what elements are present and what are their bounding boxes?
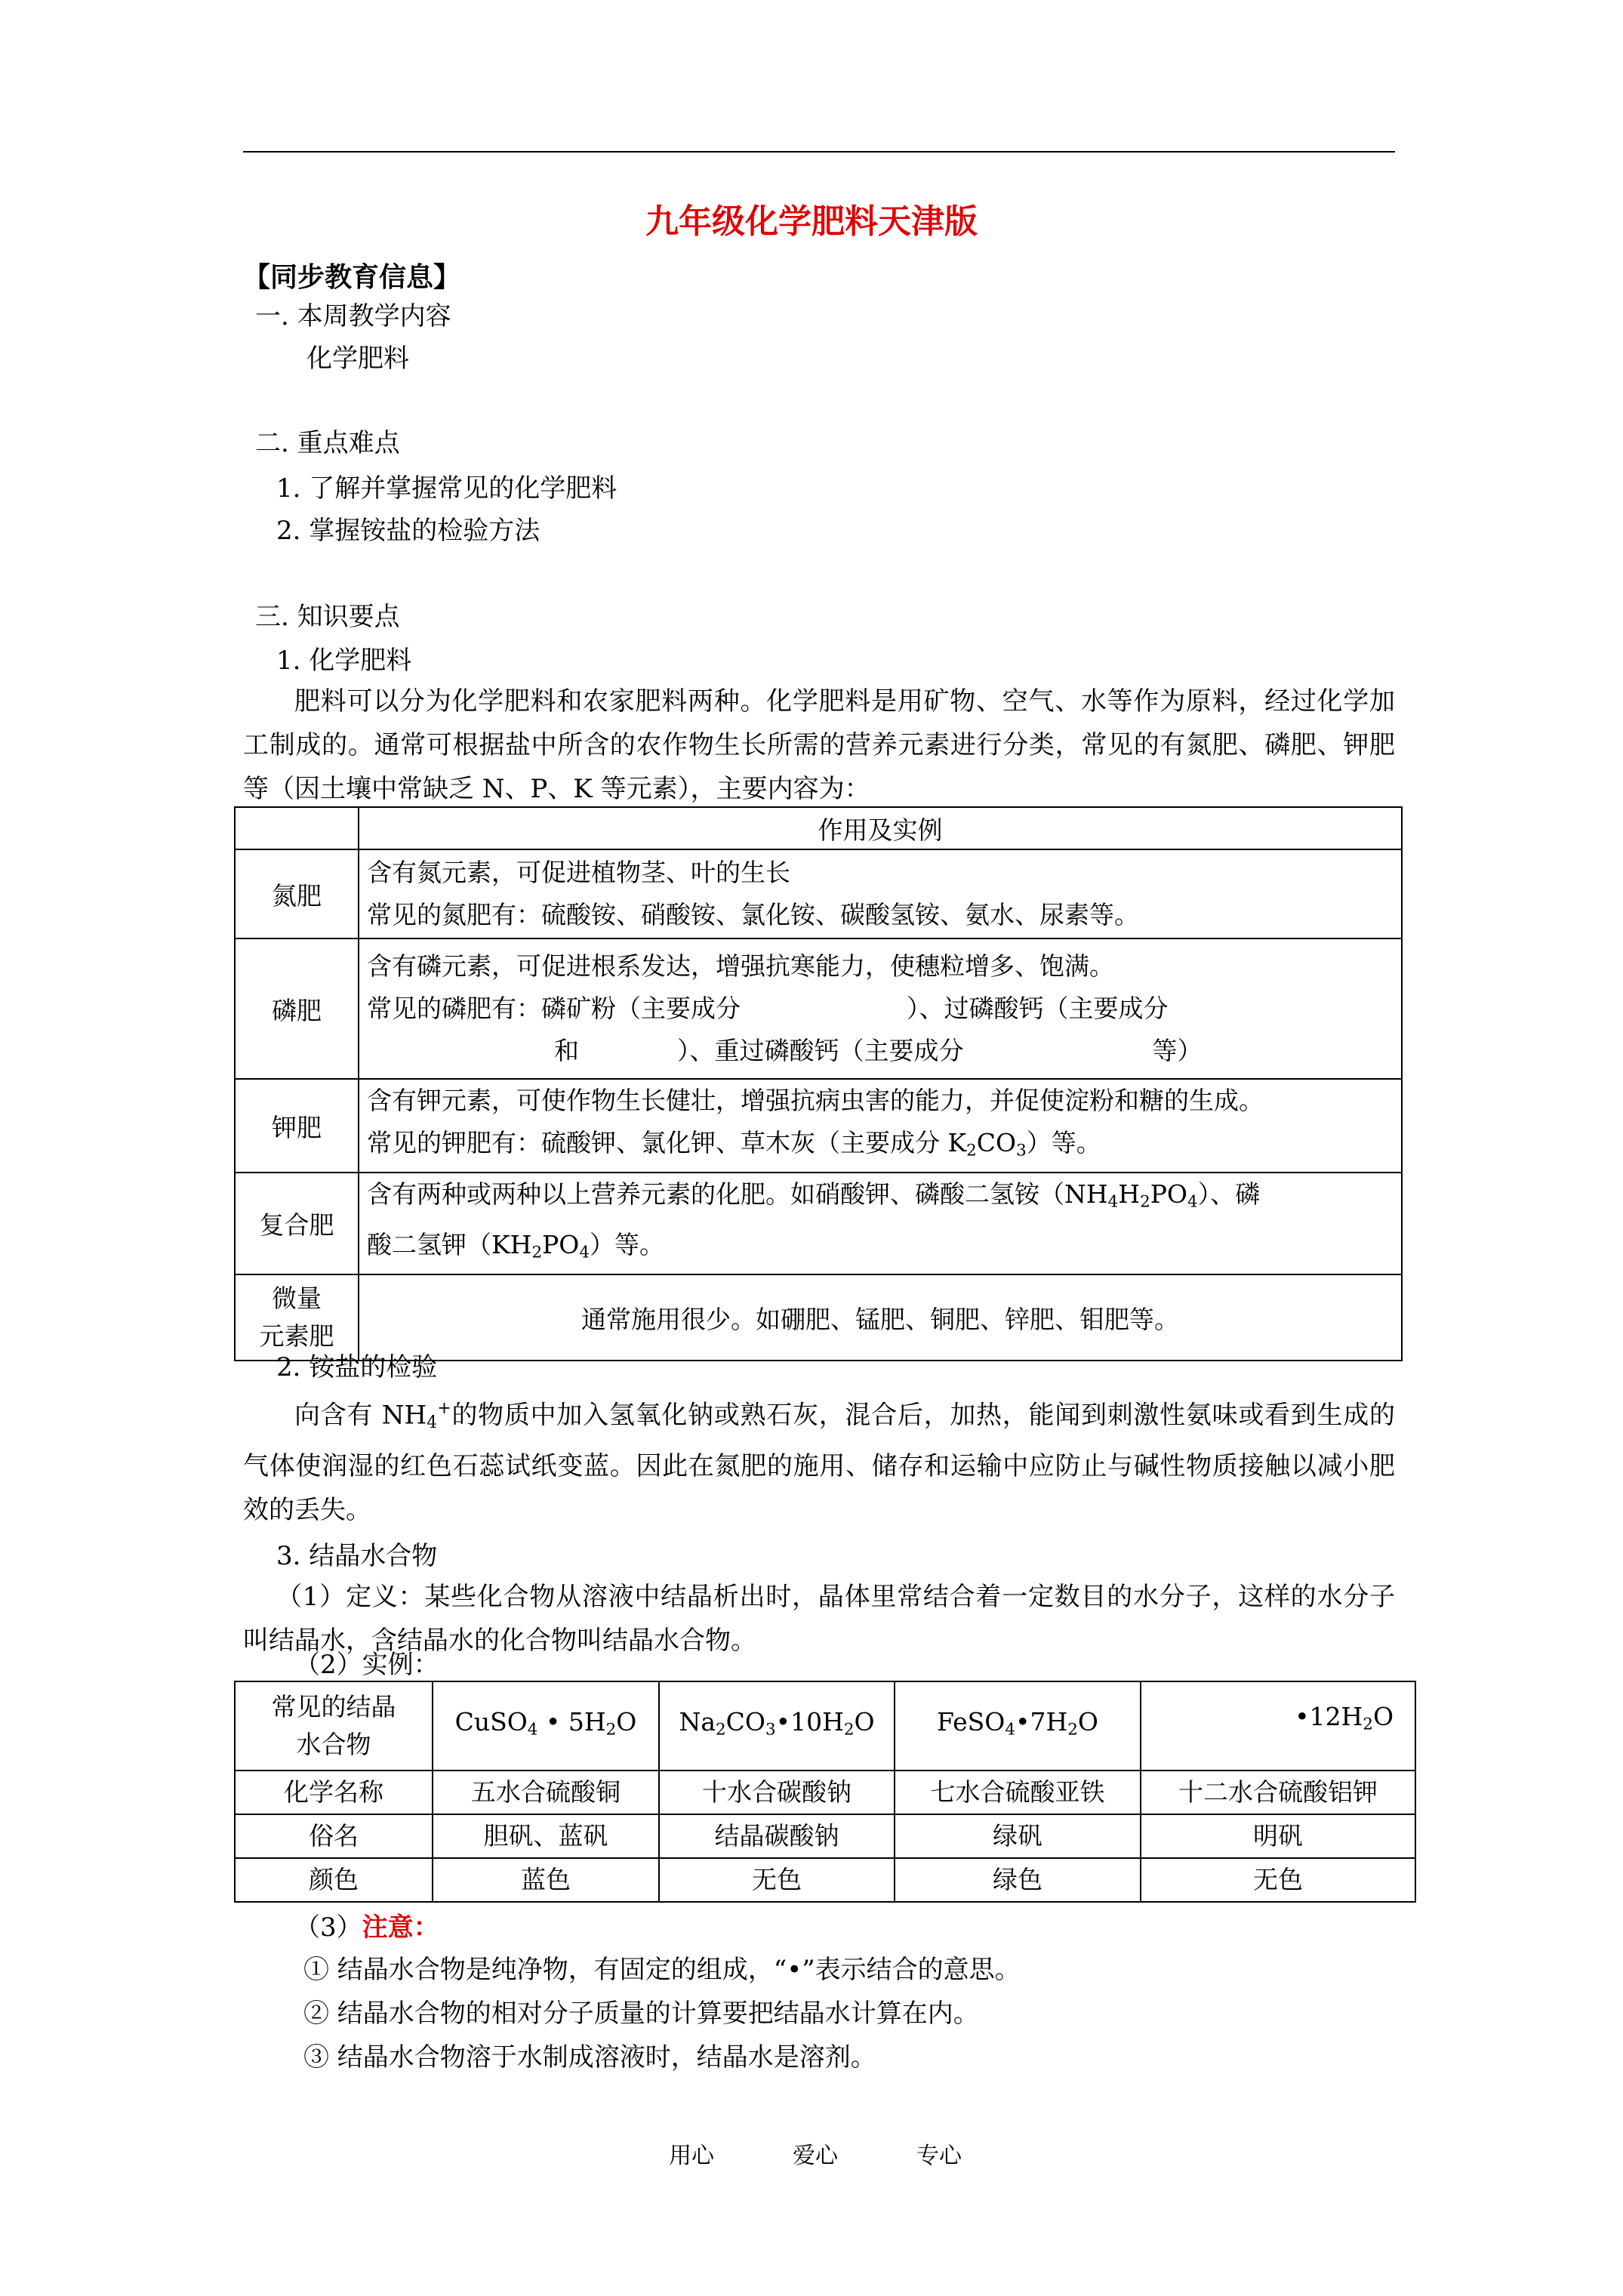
sec2-item2: 2. 掌握铵盐的检验方法 <box>276 516 540 546</box>
row-label: 元素肥 <box>259 1321 334 1351</box>
cell-text: 含有钾元素，可使作物生长健壮，增强抗病虫害的能力，并促使淀粉和糖的生成。 <box>367 1086 1264 1115</box>
sub1-heading: 1. 化学肥料 <box>276 646 412 676</box>
row-label: 氮肥 <box>235 849 359 938</box>
footer-text: 爱心 <box>793 2143 838 2169</box>
cell-text: 含有磷元素，可促进根系发达，增强抗寒能力，使穗粒增多、饱满。 <box>367 951 1114 981</box>
fertilizer-table <box>234 806 1403 1361</box>
table-row <box>235 807 1402 849</box>
hydrate-table <box>234 1681 1416 1903</box>
table-row: 钾肥 含有钾元素，可使作物生长健壮，增强抗病虫害的能力，并促使淀粉和糖的生成。 常见的钾肥有：硫酸钾、氯化钾、草木灰（主要成分 $K_2CO_3$）等。 <box>235 1079 1402 1173</box>
table-row <box>235 1274 1402 1361</box>
para-definition: （1）定义：某些化合物从溶液中结晶析出时，晶体里常结合着一定数目的水分子，这样的水分子叫结晶水，含结晶水的化合物叫结晶水合物。 <box>243 1582 1395 1656</box>
sec2-heading: 二. 重点难点 <box>255 428 400 458</box>
table-row: 俗名 胆矾、蓝矾 结晶碳酸钠 绿矾 明矾 <box>235 1814 1415 1858</box>
cell-text: 和 <box>554 1036 579 1065</box>
para-ammonium: 向含有 $NH_4^+$的物质中加入氢氧化钠或熟石灰，混合后，加热，能闻到刺激性氨味或看到生成的气体使润湿的红色石蕊试纸变蓝。因此在氮肥的施用、储存和运输中应防止与碱性物质接触以减小肥效的丢失。 <box>243 1398 1395 1525</box>
cell-text: 常见的磷肥有：磷矿粉（主要成分 <box>367 994 741 1023</box>
formula-feso4: $FeSO_4•7H_2O$ <box>895 1681 1141 1771</box>
page-title: 九年级化学肥料天津版 <box>645 202 978 241</box>
row-label: 磷肥 <box>235 938 359 1079</box>
example-label: （2）实例： <box>294 1650 439 1680</box>
header-rule <box>243 151 1395 153</box>
table-row: 常见的结晶 水合物 CuSO$_4$ • $5H_2O$ $Na_2CO_3•10H_2O$ $FeSO_4•7H_2O$ $•12H_2O$ <box>235 1681 1415 1771</box>
sec2-item1: 1. 了解并掌握常见的化学肥料 <box>276 473 617 504</box>
cell-text: ）、重过磷酸钙（主要成分 <box>677 1036 964 1065</box>
cell-text: 通常施用很少。如硼肥、锰肥、铜肥、锌肥、钼肥等。 <box>359 1274 1402 1361</box>
note-heading: （3）注意： <box>294 1912 439 1943</box>
note-item: ① 结晶水合物是纯净物，有固定的组成，“•”表示结合的意思。 <box>303 1955 1021 1985</box>
formula-alum: $•12H_2O$ <box>1141 1681 1415 1771</box>
sec1-content: 化学肥料 <box>306 344 409 374</box>
row-label: 钾肥 <box>235 1079 359 1173</box>
row-label: 微量 <box>272 1284 322 1314</box>
cell-text: 含有氮元素，可促进植物茎、叶的生长 <box>367 858 790 887</box>
sec3-heading: 三. 知识要点 <box>255 602 400 632</box>
footer-text: 用心 <box>669 2143 714 2169</box>
section-header: 【同步教育信息】 <box>243 261 461 293</box>
sec1-heading: 一. 本周教学内容 <box>255 301 451 331</box>
table-row: 复合肥 含有两种或两种以上营养元素的化肥。如硝酸钾、磷酸二氢铵$(NH_4H_2PO_4)$、磷 酸二氢钾$(KH_2PO_4)$等。 <box>235 1173 1402 1274</box>
table-row: 化学名称 五水合硫酸铜 十水合碳酸钠 七水合硫酸亚铁 十二水合硫酸铝钾 <box>235 1771 1415 1814</box>
sub2-heading: 2. 铵盐的检验 <box>276 1352 438 1382</box>
formula-na2co3: $Na_2CO_3•10H_2O$ <box>659 1681 895 1771</box>
footer-text: 专心 <box>916 2143 962 2169</box>
sub3-heading: 3. 结晶水合物 <box>276 1541 438 1571</box>
para-fertilizer: 肥料可以分为化学肥料和农家肥料两种。化学肥料是用矿物、空气、水等作为原料，经过化学加工制成的。通常可根据盐中所含的农作物生长所需的营养元素进行分类，常见的有氮肥、磷肥、钾肥等（因土壤中常缺乏 N、P、K 等元素），主要内容为： <box>243 686 1395 804</box>
note-item: ② 结晶水合物的相对分子质量的计算要把结晶水计算在内。 <box>303 1999 979 2029</box>
table-row <box>235 849 1402 938</box>
table-header: 作用及实例 <box>359 807 1402 849</box>
cell-text: 等） <box>1152 1036 1203 1065</box>
note-item: ③ 结晶水合物溶于水制成溶液时，结晶水是溶剂。 <box>303 2042 876 2073</box>
row-label: 复合肥 <box>235 1173 359 1274</box>
table-row: 颜色 蓝色 无色 绿色 无色 <box>235 1858 1415 1902</box>
table-row <box>235 938 1402 1079</box>
formula-cuso4: CuSO$_4$ • $5H_2O$ <box>433 1681 659 1771</box>
cell-text: 常见的氮肥有：硫酸铵、硝酸铵、氯化铵、碳酸氢铵、氨水、尿素等。 <box>367 900 1139 929</box>
cell-text: ）、过磷酸钙（主要成分 <box>907 994 1169 1023</box>
